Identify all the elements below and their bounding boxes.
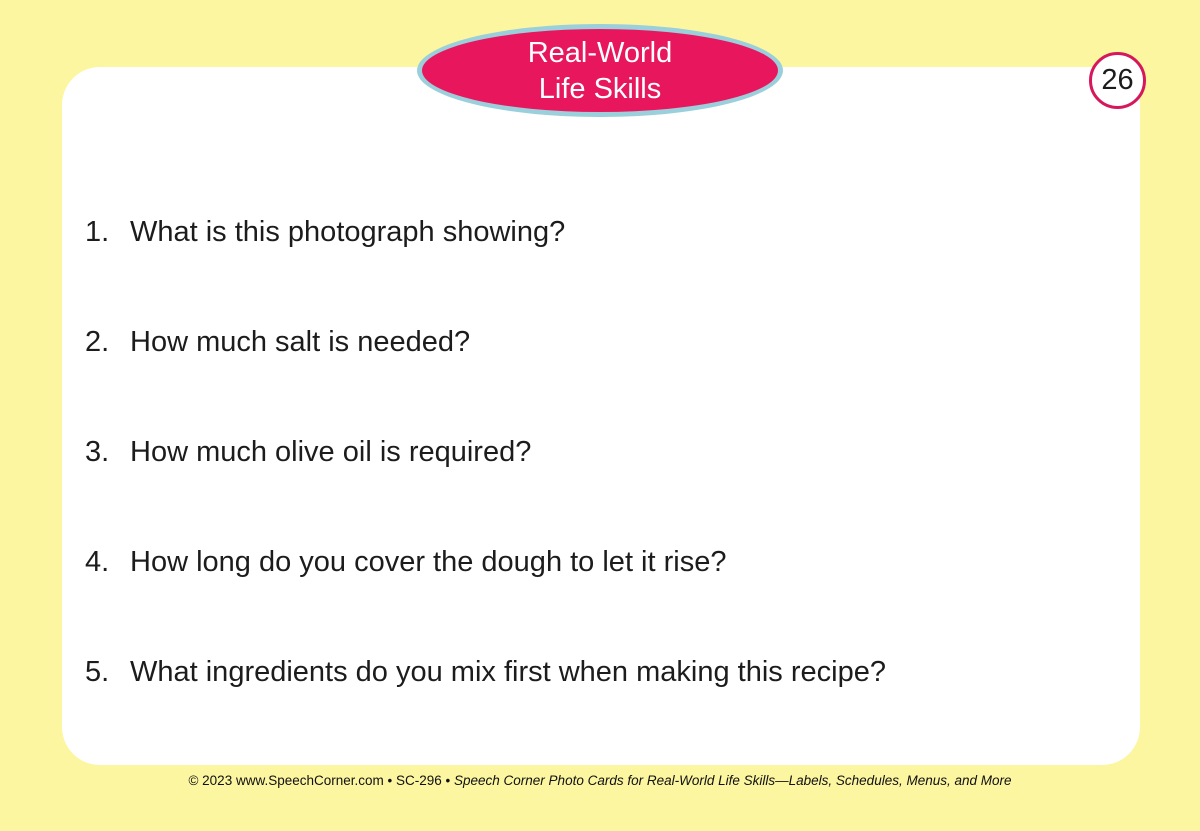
flashcard [62,67,1140,765]
question-number: 1. [85,216,110,248]
question-item-2 [85,322,1120,362]
title-badge-line2: Life Skills [538,72,662,105]
question-item-1 [85,212,1120,252]
question-item-4 [85,542,1120,582]
question-text: How much olive oil is required? [130,436,532,468]
title-badge-line1: Real-World [527,36,673,69]
copyright-text: © 2023 www.SpeechCorner.com • SC-296 • [188,773,454,788]
product-title-text: Speech Corner Photo Cards for Real-World Life Skills—Labels, Schedules, Menus, and More [454,773,1012,788]
card-number-value: 26 [1101,64,1134,96]
title-badge [417,24,783,117]
question-text: What is this photograph showing? [130,216,566,248]
question-text: How much salt is needed? [130,326,471,358]
question-text: What ingredients do you mix first when making this recipe? [130,656,886,688]
question-text: How long do you cover the dough to let it rise? [130,546,727,578]
question-number: 2. [85,326,110,358]
question-number: 3. [85,436,110,468]
question-item-3 [85,432,1120,472]
copyright-footer [0,772,1200,790]
question-item-5 [85,652,1120,692]
question-number: 4. [85,546,110,578]
question-number: 5. [85,656,110,688]
card-number-badge [1089,52,1146,109]
